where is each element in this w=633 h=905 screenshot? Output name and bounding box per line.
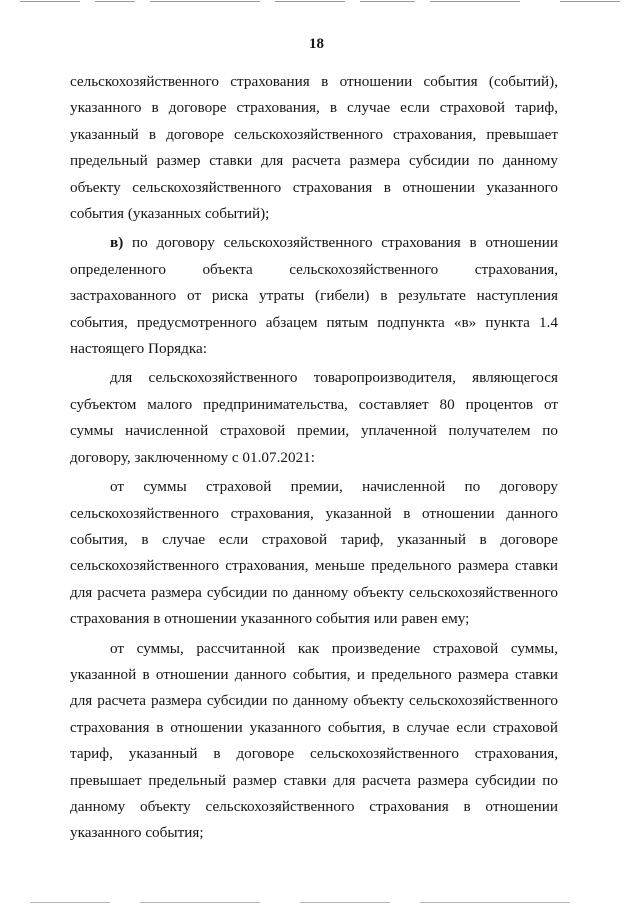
scan-artifact-line	[275, 1, 345, 2]
paragraph-text: сельскохозяйственного страхования в отношении события (событий), указанного в договоре страхования, в случае если страховой тариф, указанный в договоре сельскохозяйственного страхования, превышает предельный размер ставки для расчета размера субсидии по данному объекту сельскохозяйственного страхования в отношении указанного события (указанных событий);	[70, 73, 558, 223]
scan-artifact-line	[420, 902, 570, 903]
list-marker: в)	[110, 234, 124, 252]
document-body	[70, 69, 558, 847]
scan-artifact-line	[30, 902, 110, 903]
paragraph-calculated-sum	[70, 636, 558, 847]
scan-artifact-line	[300, 902, 390, 903]
paragraph-text: от суммы, рассчитанной как произведение страховой суммы, указанной в отношении данного события, и предельного размера ставки для расчета размера субсидии по данному объекту сельскохозяйственного страхования в отношении указанного события, в случае если страховой тариф, указанный в договоре сельскохозяйственного страхования, превышает предельный размер ставки для расчета размера субсидии по данному объекту сельскохозяйственного страхования в отношении указанного события;	[70, 639, 558, 842]
scan-artifact-line	[360, 1, 415, 2]
scan-edge-top	[0, 0, 633, 4]
scan-artifact-line	[560, 1, 620, 2]
scan-artifact-line	[140, 902, 260, 903]
paragraph-subitem-v	[70, 230, 558, 362]
scan-artifact-line	[95, 1, 135, 2]
paragraph-small-business	[70, 365, 558, 471]
page-number: 18	[309, 36, 324, 52]
scan-artifact-line	[430, 1, 520, 2]
paragraph-text: для сельскохозяйственного товаропроизводителя, являющегося субъектом малого предпринимательства, составляет 80 процентов от суммы начисленной страховой премии, уплаченной получателем по договору, заключенному с 01.07.2021:	[70, 369, 558, 466]
paragraph-continuation	[70, 69, 558, 227]
paragraph-text: от суммы страховой премии, начисленной по договору сельскохозяйственного страхования, указанной в отношении данного события, в случае если страховой тариф, указанный в договоре сельскохозяйственного страхования, меньше предельного размера ставки для расчета размера субсидии по данному объекту сельскохозяйственного страхования в отношении указанного события или равен ему;	[70, 478, 558, 628]
scan-artifact-line	[20, 1, 80, 2]
scan-artifact-line	[150, 1, 260, 2]
scan-edge-bottom	[0, 897, 633, 905]
paragraph-text: по договору сельскохозяйственного страхования в отношении определенного объекта сельскохозяйственного страхования, застрахованного от риска утраты (гибели) в результате наступления события, предусмотренного абзацем пятым подпункта «в» пункта 1.4 настоящего Порядка:	[70, 234, 558, 358]
paragraph-premium-sum	[70, 474, 558, 632]
